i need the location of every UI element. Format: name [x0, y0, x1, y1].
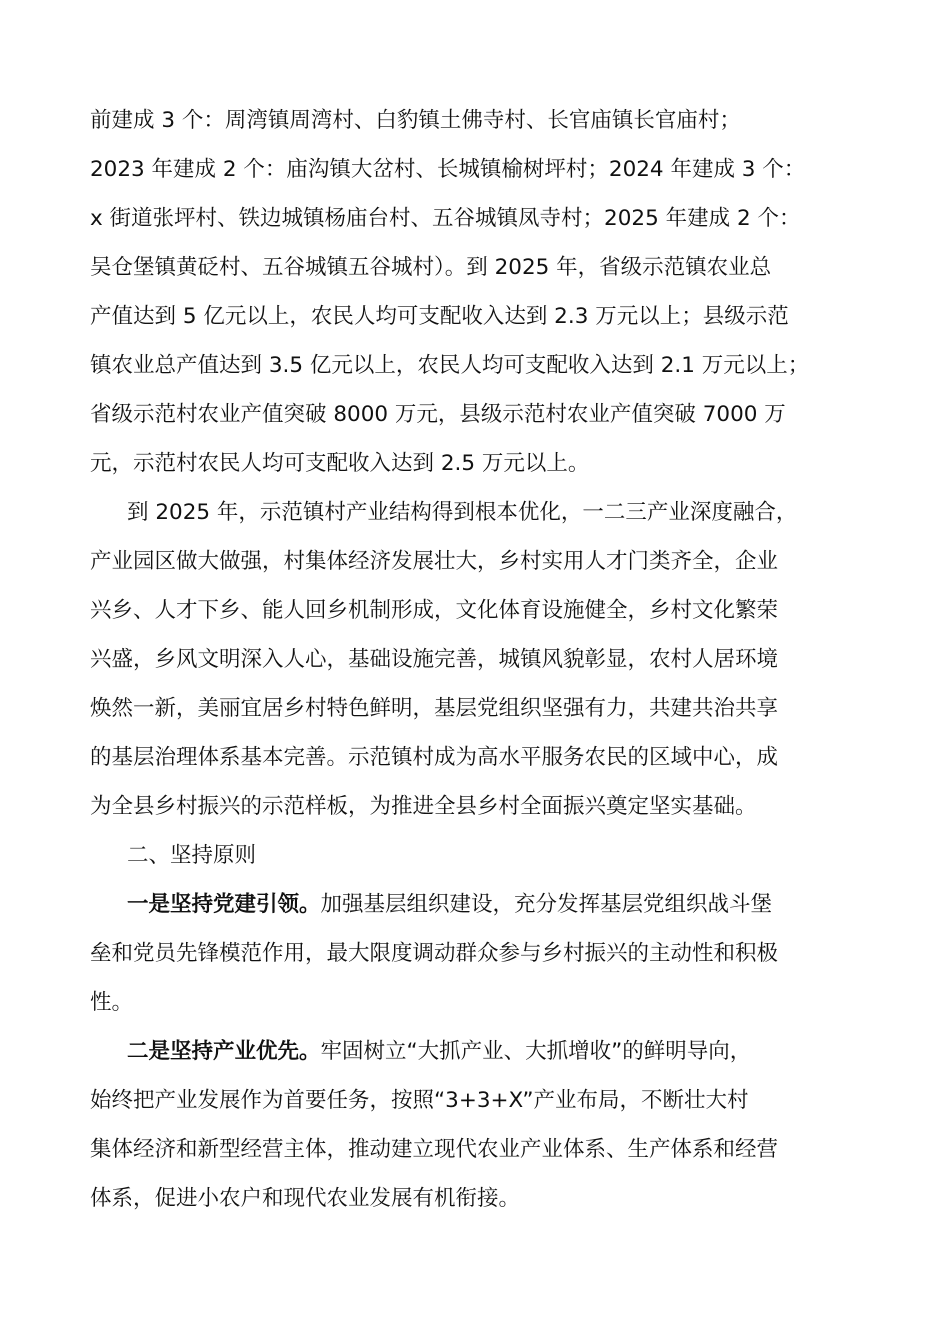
principle-text: 加强基层组织建设，充分发挥基层党组织战斗堡 [320, 892, 773, 917]
text-line: 2023 年建成 2 个：庙沟镇大岔村、长城镇榆树坪村；2024 年建成 3 个： [90, 157, 806, 182]
text-line [90, 880, 860, 929]
text-line: 始终把产业发展作为首要任务，按照“3+3+X”产业布局，不断壮大村 [90, 1088, 749, 1113]
text-line: 兴盛，乡风文明深入人心，基础设施完善，城镇风貌彰显，农村人居环境 [90, 647, 779, 672]
principle-party-building [90, 880, 860, 1027]
text-line: 吴仓堡镇黄砭村、五谷城镇五谷城村）。到 2025 年，省级示范镇农业总 [90, 255, 772, 280]
text-line: 前建成 3 个：周湾镇周湾村、白豹镇土佛寺村、长官庙镇长官庙村； [90, 108, 741, 133]
principle-industry-first [90, 1027, 860, 1223]
text-line: 垒和党员先锋模范作用，最大限度调动群众参与乡村振兴的主动性和积极 [90, 941, 779, 966]
principle-title: 一是坚持党建引领。 [127, 892, 321, 917]
text-line: 省级示范村农业产值突破 8000 万元，县级示范村农业产值突破 7000 万 [90, 402, 786, 427]
text-line: 性。 [90, 990, 134, 1015]
principle-text: 牢固树立“大抓产业、大抓增收”的鲜明导向， [320, 1039, 752, 1064]
paragraph-targets [90, 96, 860, 488]
section-heading: 二、坚持原则 [127, 843, 257, 868]
principle-title: 二是坚持产业优先。 [127, 1039, 321, 1064]
text-line: 产值达到 5 亿元以上，农民人均可支配收入达到 2.3 万元以上；县级示范 [90, 304, 789, 329]
text-line: 焕然一新，美丽宜居乡村特色鲜明，基层党组织坚强有力，共建共治共享 [90, 696, 779, 721]
text-line: 体系，促进小农户和现代农业发展有机衔接。 [90, 1186, 521, 1211]
text-line: 为全县乡村振兴的示范样板，为推进全县乡村全面振兴奠定坚实基础。 [90, 794, 757, 819]
paragraph-goals-2025 [90, 488, 860, 831]
text-line [90, 1027, 860, 1076]
text-line: 产业园区做大做强，村集体经济发展壮大，乡村实用人才门类齐全，企业 [90, 549, 779, 574]
text-line: 兴乡、人才下乡、能人回乡机制形成，文化体育设施健全，乡村文化繁荣 [90, 598, 779, 623]
text-line: x 街道张坪村、铁边城镇杨庙台村、五谷城镇凤寺村；2025 年建成 2 个： [90, 206, 801, 231]
text-line: 集体经济和新型经营主体，推动建立现代农业产业体系、生产体系和经营 [90, 1137, 779, 1162]
text-line: 到 2025 年，示范镇村产业结构得到根本优化，一二三产业深度融合， [127, 500, 798, 525]
document-body [90, 96, 860, 1223]
text-line: 元，示范村农民人均可支配收入达到 2.5 万元以上。 [90, 451, 590, 476]
text-line: 的基层治理体系基本完善。示范镇村成为高水平服务农民的区域中心，成 [90, 745, 779, 770]
text-line: 镇农业总产值达到 3.5 亿元以上，农民人均可支配收入达到 2.1 万元以上； [90, 353, 810, 378]
